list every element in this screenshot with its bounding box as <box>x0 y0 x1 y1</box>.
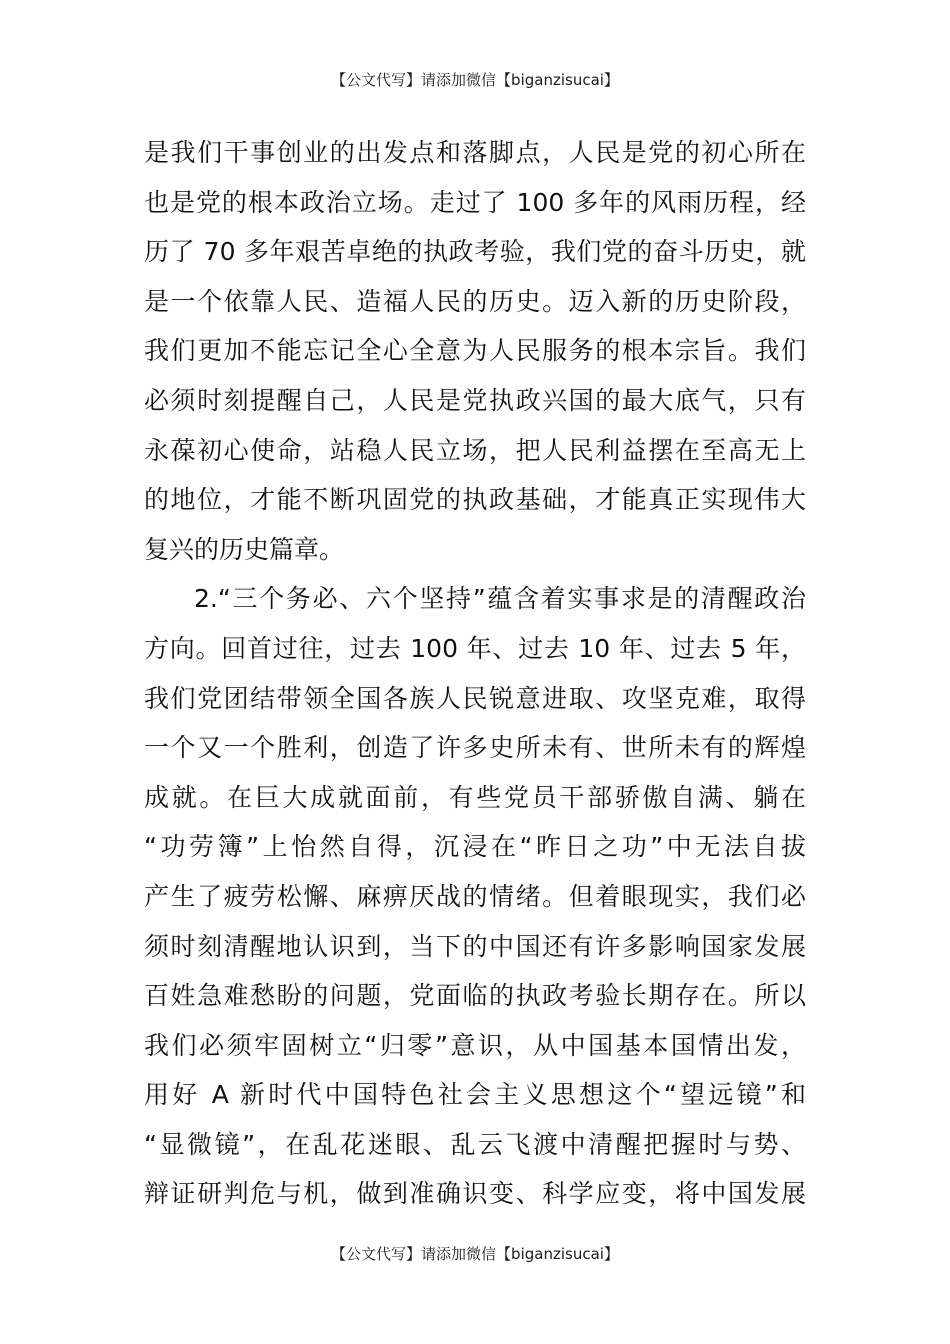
text-line: 方向。回首过往，过去 100 年、过去 10 年、过去 5 年， <box>144 633 806 663</box>
text-line: “功劳簿”上怡然自得，沉浸在“昨日之功”中无法自拔 <box>144 832 806 862</box>
text-line: 复兴的历史篇章。 <box>144 534 345 564</box>
text-line: 一个又一个胜利，创造了许多史所未有、世所未有的辉煌 <box>144 733 806 763</box>
text-line: 成就。在巨大成就面前，有些党员干部骄傲自满、躺在 <box>144 782 806 812</box>
page-header: 【公文代写】请添加微信【biganzisucai】 <box>331 71 619 89</box>
text-line: 须时刻清醒地认识到，当下的中国还有许多影响国家发展 <box>144 931 806 961</box>
text-line: 辩证研判危与机，做到准确识变、科学应变，将中国发展 <box>144 1179 806 1209</box>
text-line: 也是党的根本政治立场。走过了 100 多年的风雨历程，经 <box>144 187 806 217</box>
text-line: “显微镜”，在乱花迷眼、乱云飞渡中清醒把握时与势、 <box>144 1129 806 1159</box>
document-body <box>144 128 806 1219</box>
text-line: 必须时刻提醒自己，人民是党执政兴国的最大底气，只有 <box>144 385 806 415</box>
text-line: 产生了疲劳松懈、麻痹厌战的情绪。但着眼现实，我们必 <box>144 881 806 911</box>
text-line: 用好 A 新时代中国特色社会主义思想这个“望远镜”和 <box>144 1080 806 1110</box>
text-line: 是一个依靠人民、造福人民的历史。迈入新的历史阶段， <box>144 286 806 316</box>
text-line: 我们党团结带领全国各族人民锐意进取、攻坚克难，取得 <box>144 683 806 713</box>
text-line: 永葆初心使命，站稳人民立场，把人民利益摆在至高无上 <box>144 435 806 465</box>
text-line: 是我们干事创业的出发点和落脚点，人民是党的初心所在 <box>144 138 806 167</box>
text-line: 历了 70 多年艰苦卓绝的执政考验，我们党的奋斗历史，就 <box>144 237 806 267</box>
text-line: 我们更加不能忘记全心全意为人民服务的根本宗旨。我们 <box>144 336 806 366</box>
text-line: 2.“三个务必、六个坚持”蕴含着实事求是的清醒政治 <box>194 584 806 614</box>
text-line: 百姓急难愁盼的问题，党面临的执政考验长期存在。所以 <box>144 981 806 1011</box>
page-footer: 【公文代写】请添加微信【biganzisucai】 <box>331 1245 619 1263</box>
text-line: 我们必须牢固树立“归零”意识，从中国基本国情出发， <box>144 1030 806 1060</box>
text-line: 的地位，才能不断巩固党的执政基础，才能真正实现伟大 <box>144 485 806 515</box>
